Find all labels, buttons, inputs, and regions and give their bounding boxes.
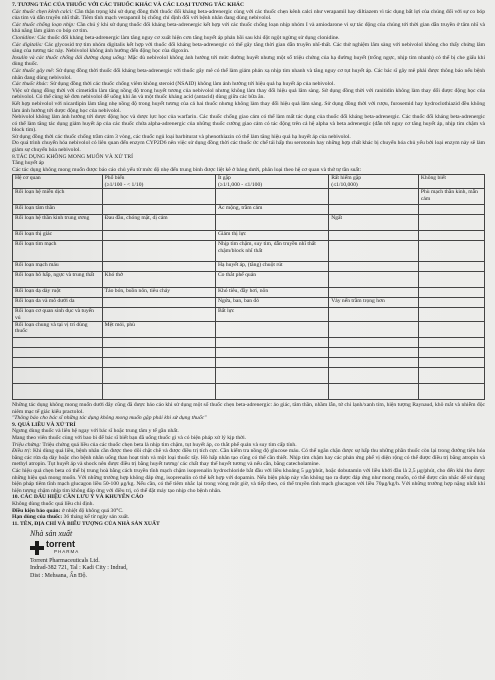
table-cell [329, 322, 419, 338]
paragraph: Mang theo viên thuốc cùng với bao bì để bác sĩ biết bạn đã uống thuốc gì và có biện pháp xử lý kịp thời. [12, 435, 247, 442]
table-header-row [13, 175, 485, 189]
paragraph: Việc sử dụng đồng thời với cimetidin làm tăng nồng độ trong huyết tương của nebivolol nhưng không làm thay đổi hiệu quả lâm sàng. Sử dụng đồng thời với ranitidin không làm thay đổi được động học của nebivolol. Có thể cùng kê đơn nebivolol để uống khi ăn và một thuốc kháng acid (antacid) dùng giữa các bữa ăn. [12, 87, 485, 101]
paragraph: Các tác dụng không mong muốn được báo cáo chủ yếu từ mức độ nhẹ đến trung bình được liệt kê ở bảng dưới, phân loại theo hệ cơ quan và thứ tự tần suất: [12, 166, 362, 173]
table-cell [102, 358, 215, 368]
table-cell: Giảm thị lực [215, 231, 328, 241]
table-cell [102, 262, 215, 272]
table-cell [329, 308, 419, 322]
table-row [13, 272, 485, 288]
paragraph: Các hiệu quả chẹn beta có thể bị trung hoà bằng cách truyền tĩnh mạch chậm isoprenalin hydrochloride bắt đầu với liều khoảng 5 μg/phút, hoặc dobutamin với liều khởi đầu là 2,5 μg/phút, cho đến khi thu được những hiệu quả mong muốn. Với những trường hợp không đáp ứng, isoprenalin có thể kết hợp với dopamin. Nếu biện pháp này vẫn không tạo ra được đáp ứng như mong muốn, có thể được cân nhắc để sử dụng biện pháp tiêm tĩnh mạch glucagon liều 50-100 μg/kg. Nếu cần, có thể tiêm nhắc lại trong vòng một giờ, và tiếp theo, có thể truyền tĩnh mạch glucagon với liều 70μg/kg/h. Với những trường hợp nặng nhất khi hiện tượng chậm nhịp tim không đáp ứng với điều trị, có thể đặt máy tạo nhịp cho bệnh nhân. [12, 468, 485, 494]
table-cell: Rối loạn tâm thần [13, 205, 103, 215]
table-cell [215, 358, 328, 368]
table-row [13, 338, 485, 348]
table-cell [329, 338, 419, 348]
paragraph: Điều kiện bảo quản: ở nhiệt độ không quá 30°C. [12, 507, 124, 514]
side-effects-table [12, 174, 485, 400]
table-cell: Táo bón, buồn nôn, tiêu chảy [102, 288, 215, 298]
table-cell [418, 348, 484, 358]
section-heading-manufacturer: 11. TÊN, ĐỊA CHỈ VÀ BIỂU TƯỢNG CỦA NHÀ SẢN XUẤT [12, 520, 160, 527]
table-header-cell: Phổ biến (≥1/100 - < 1/10) [102, 175, 215, 189]
table-cell [102, 308, 215, 322]
table-cell [329, 231, 419, 241]
table-row [13, 308, 485, 322]
table-cell [418, 338, 484, 348]
table-cell [13, 384, 103, 400]
paragraph: Do quá trình chuyển hóa nebivolol có liên quan đến enzym CYP2D6 nên việc sử dụng đồng thời các thuốc ức chế tái hấp thu serotonin hay những hợp chất khác bị chuyển hóa chủ yếu bởi loại enzym này sẽ làm giảm sự chuyển hóa nebivolol. [12, 140, 485, 154]
paragraph: Điều trị: Khi dùng quá liều, bệnh nhân cần được theo dõi chặt chẽ và được điều trị tích cực. Cần kiểm tra nồng độ glucose máu. Có thể ngăn chặn được sự hấp thu những phần thuốc còn lại trong đường tiêu hóa bằng các rửa dạ dày hoặc cho bệnh nhân uống than hoạt tính và một loại thuốc tẩy. Hô hấp nhân tạo cũng có thể cần thiết. Nhịp tim chậm hay các phản ứng phế vị diện rộng có thể được điều trị bằng atropin và methyl atropin. Tụt huyết áp và shock nên được điều trị bằng huyết tương/ các chất thay thế huyết tương và nếu cần, bằng catecholamine. [12, 448, 485, 468]
table-cell [418, 358, 484, 368]
table-header-cell: Ít gặp (≥1/1,000 - ≤1/100) [215, 175, 328, 189]
table-cell: Co thắt phế quản [215, 272, 328, 288]
table-cell [418, 215, 484, 231]
table-row [13, 262, 485, 272]
paragraph: Insulin và các thuốc chống đái đường dạng uống: Mặc dù nebivolol không ảnh hưởng tới mức đường huyết nhưng một số triệu chứng của hạ đường huyết (trống ngực, nhịp tim nhanh) có thể bị che giấu khi dùng thuốc. [12, 54, 485, 68]
manufacturer-title: Nhà sản xuất [30, 529, 73, 539]
table-row [13, 205, 485, 215]
table-cell: Khó tiêu, đầy hơi, nôn [215, 288, 328, 298]
table-cell: Rối loạn hô hấp, ngực và trung thất [13, 272, 103, 288]
table-cell [102, 231, 215, 241]
table-cell [418, 384, 484, 400]
paragraph: Sử dụng đồng thời các thuốc chống trầm cảm 3 vòng, các thuốc ngủ loại barbiturat và phenothiazin có thể làm tăng hiệu quả hạ huyết áp của nebivolol. [12, 133, 351, 140]
table-header-cell: Hệ cơ quan [13, 175, 103, 189]
table-cell [329, 348, 419, 358]
table-cell [418, 241, 484, 262]
table-cell: Ác mộng, trầm cảm [215, 205, 328, 215]
company-logo [30, 538, 485, 555]
table-cell [329, 368, 419, 384]
manufacturer-name: Torrent Pharmaceuticals Ltd. [30, 557, 100, 564]
table-cell: Hạ huyết áp, (tăng) chuột rút [215, 262, 328, 272]
table-row [13, 384, 485, 400]
table-cell [102, 368, 215, 384]
table-cell: Rối loạn cơ quan sinh dục và tuyến vú [13, 308, 103, 322]
table-row [13, 368, 485, 384]
table-cell [418, 322, 484, 338]
table-cell [13, 358, 103, 368]
paragraph: "Thông báo cho bác sĩ những tác dụng không mong muốn gặp phải khi sử dụng thuốc" [12, 415, 207, 422]
table-cell: Rối loạn hệ miễn dịch [13, 189, 103, 205]
table-cell: Mệt mỏi, phù [102, 322, 215, 338]
table-row [13, 215, 485, 231]
paragraph: Các thuốc chẹn kênh calci: Cần thận trọng khi sử dụng đồng thời thuốc đối kháng beta-adrenergic cùng với các thuốc chẹn kênh calci như verapamil hay diltiazem vì tác dụng bất lợi của chúng đối với sự co bóp của tim và dẫn truyền nhĩ thất. Tiêm tĩnh mạch verapamil bị chống chỉ định đối với bệnh nhân đang dùng nebivolol. [12, 8, 486, 22]
torrent-logo-icon [30, 541, 44, 555]
table-row [13, 358, 485, 368]
paragraph: Ngưng dùng thuốc và liên hệ ngay với bác sĩ hoặc trung tâm y tế gần nhất. [12, 428, 179, 435]
table-cell [102, 384, 215, 400]
table-cell [418, 298, 484, 308]
table-cell [418, 262, 484, 272]
section-heading-interactions: 7. TƯƠNG TÁC CỦA THUỐC VỚI CÁC THUỐC KHÁC VÀ CÁC LOẠI TƯƠNG TÁC KHÁC [12, 2, 245, 8]
table-cell [215, 348, 328, 358]
table-cell [215, 189, 328, 205]
table-cell: Rối loạn hệ thần kinh trung ương [13, 215, 103, 231]
table-cell: Khó thở [102, 272, 215, 288]
table-cell: Phù mạch thần kinh, mẫn cảm [418, 189, 484, 205]
section-heading-overdose: 9. QUÁ LIỀU VÀ XỬ TRÍ [12, 421, 76, 428]
table-cell [418, 288, 484, 298]
table-cell: Bất lực [215, 308, 328, 322]
table-cell: Ngất [329, 215, 419, 231]
table-cell [215, 368, 328, 384]
table-cell: Rối loạn dạ dày ruột [13, 288, 103, 298]
paragraph: Kết hợp nebivolol với nicardipin làm tăng nhẹ nồng độ trong huyết tương của cả hai thuốc nhưng không làm thay đổi hiệu quả lâm sàng. Sử dụng đồng thời với rượu, furosemid hay hydroclothiazid đều không làm ảnh hưởng tới dược động học của nebivolol. [12, 100, 485, 114]
table-cell [329, 272, 419, 288]
table-cell [418, 368, 484, 384]
table-row [13, 348, 485, 358]
table-cell [329, 358, 419, 368]
table-row [13, 189, 485, 205]
table-cell: Rối loạn thị giác [13, 231, 103, 241]
table-cell [102, 338, 215, 348]
table-cell: Đau đầu, chóng mặt, dị cảm [102, 215, 215, 231]
manufacturer-address-2: Dist : Mehsana, Ấn Độ. [30, 572, 87, 579]
table-cell [329, 241, 419, 262]
table-cell [418, 272, 484, 288]
table-row [13, 231, 485, 241]
table-cell [215, 215, 328, 231]
table-cell: Rối loạn mạch máu [13, 262, 103, 272]
table-cell [329, 384, 419, 400]
paragraph: Hạn dùng của thuốc: 36 tháng kể từ ngày sản xuất. [12, 514, 130, 521]
table-cell [102, 241, 215, 262]
table-cell [329, 262, 419, 272]
manufacturer-block [12, 531, 485, 580]
table-row [13, 288, 485, 298]
paragraph: Tăng huyết áp [12, 160, 44, 167]
table-cell: Rối loạn chung và tại vị trí dùng thuốc [13, 322, 103, 338]
paragraph: Nebivolol không làm ảnh hưởng tới dược động học và dược lực học của warfarin. Các thuốc chống giao cảm có thể làm mất tác dụng của thuốc đối kháng beta-adrenergic. Các thuốc đối kháng beta-adrenergic có thể làm tăng tác dụng giảm huyết áp của các thuốc chứa alpha-adrenergic của những thuốc cường giao cảm có tác động trên cả hệ alpha và beta adrenergic (dẫn tới nguy cơ tăng huyết áp, nhịp tim chậm và block tim). [12, 114, 485, 134]
section-heading-warnings: 10. CÁC DẤU HIỆU CẦN LƯU Ý VÀ KHUYẾN CÁO [12, 494, 144, 501]
paragraph: Không dùng thuốc quá liều chỉ định. [12, 500, 94, 507]
table-row [13, 241, 485, 262]
table-cell [102, 298, 215, 308]
table-cell [13, 348, 103, 358]
table-cell: Vảy nến trầm trọng hơn [329, 298, 419, 308]
table-header-cell: Không biết [418, 175, 484, 189]
table-cell [102, 348, 215, 358]
paragraph: Clonidine: Các thuốc đối kháng beta-adrenergic làm tăng nguy cơ xuất hiện cơn tăng huyết áp phản hồi sau khi đột ngột ngừng sử dụng clonidine. [12, 34, 340, 41]
paragraph: Các digitalis: Các glycosid trợ tim nhóm digitalis kết hợp với thuốc đối kháng beta-adrenergic có thể gây tăng thời gian dẫn truyền nhĩ-thất. Các thử nghiệm lâm sàng với nebivolol không cho thấy chứng lâm sàng của tương tác này. Nebivolol không ảnh hưởng đến động học của digoxin. [12, 41, 485, 55]
table-cell [13, 338, 103, 348]
paragraph: Các thuốc khác: Sử dụng đồng thời các thuốc chống viêm không steroid (NSAID) không làm ảnh hưởng tới hiệu quả hạ huyết áp của nebivolol. [12, 81, 335, 88]
logo-subtitle: PHARMA [54, 548, 80, 554]
table-cell [13, 368, 103, 384]
table-row [13, 298, 485, 308]
paragraph: Các thuốc gây mê: Sử dụng đồng thời thuốc đối kháng beta-adrenergic với thuốc gây mê có thể làm giảm phản xạ nhịp tim nhanh và tăng nguy cơ tụt huyết áp. Các bác sĩ gây mê phải được thông báo nếu bệnh nhân đang dùng nebivolol. [12, 67, 485, 81]
table-cell: Ngứa, ban, ban đỏ [215, 298, 328, 308]
table-cell [215, 322, 328, 338]
table-cell: Rối loạn tim mạch [13, 241, 103, 262]
paragraph: Các thuốc chống loạn nhịp: Cần chú ý khi sử dụng thuốc đối kháng beta-adrenergic kết hợp với các thuốc chống loạn nhịp nhóm I và amiodarone vì sự tác động của chúng tới thời gian dẫn truyền ở tâm nhĩ và khả năng làm giảm co bóp cơ tim. [12, 21, 485, 35]
manufacturer-address-1: Indrad-382 721, Tal : Kadi City : Indrad, [30, 565, 128, 572]
table-cell [329, 189, 419, 205]
paragraph: Triệu chứng: Triệu chứng quá liều của các thuốc chẹn beta là nhịp tim chậm, tụt huyết áp, co thắt phế quản và suy tim cấp tính. [12, 441, 297, 448]
table-cell: Rối loạn da và mô dưới da [13, 298, 103, 308]
table-cell: Nhịp tim chậm, suy tim, dẫn truyền nhĩ thất chậm/block nhĩ thất [215, 241, 328, 262]
table-cell [418, 308, 484, 322]
table-cell [329, 205, 419, 215]
table-cell [418, 231, 484, 241]
table-cell [102, 189, 215, 205]
logo-name: torrent [46, 538, 75, 549]
table-row [13, 322, 485, 338]
table-cell [215, 338, 328, 348]
paragraph: 8.TÁC DỤNG KHÔNG MONG MUỐN VÀ XỬ TRÍ [12, 153, 133, 160]
paragraph: Những tác dụng không mong muốn dưới đây cũng đã được báo cáo khi sử dụng một số thuốc chẹn beta-adrenergic: ảo giác, tâm thần, nhầm lẫn, tứ chi lạnh/xanh tím, hiện tượng Raynaud, khô mắt và nhiễm độc niêm mạc tế giác kiểu practolol. [12, 402, 485, 415]
table-header-cell: Rất hiếm gặp (≤1/10,000) [329, 175, 419, 189]
table-cell [215, 384, 328, 400]
table-cell [418, 205, 484, 215]
table-cell [102, 205, 215, 215]
table-cell [329, 288, 419, 298]
